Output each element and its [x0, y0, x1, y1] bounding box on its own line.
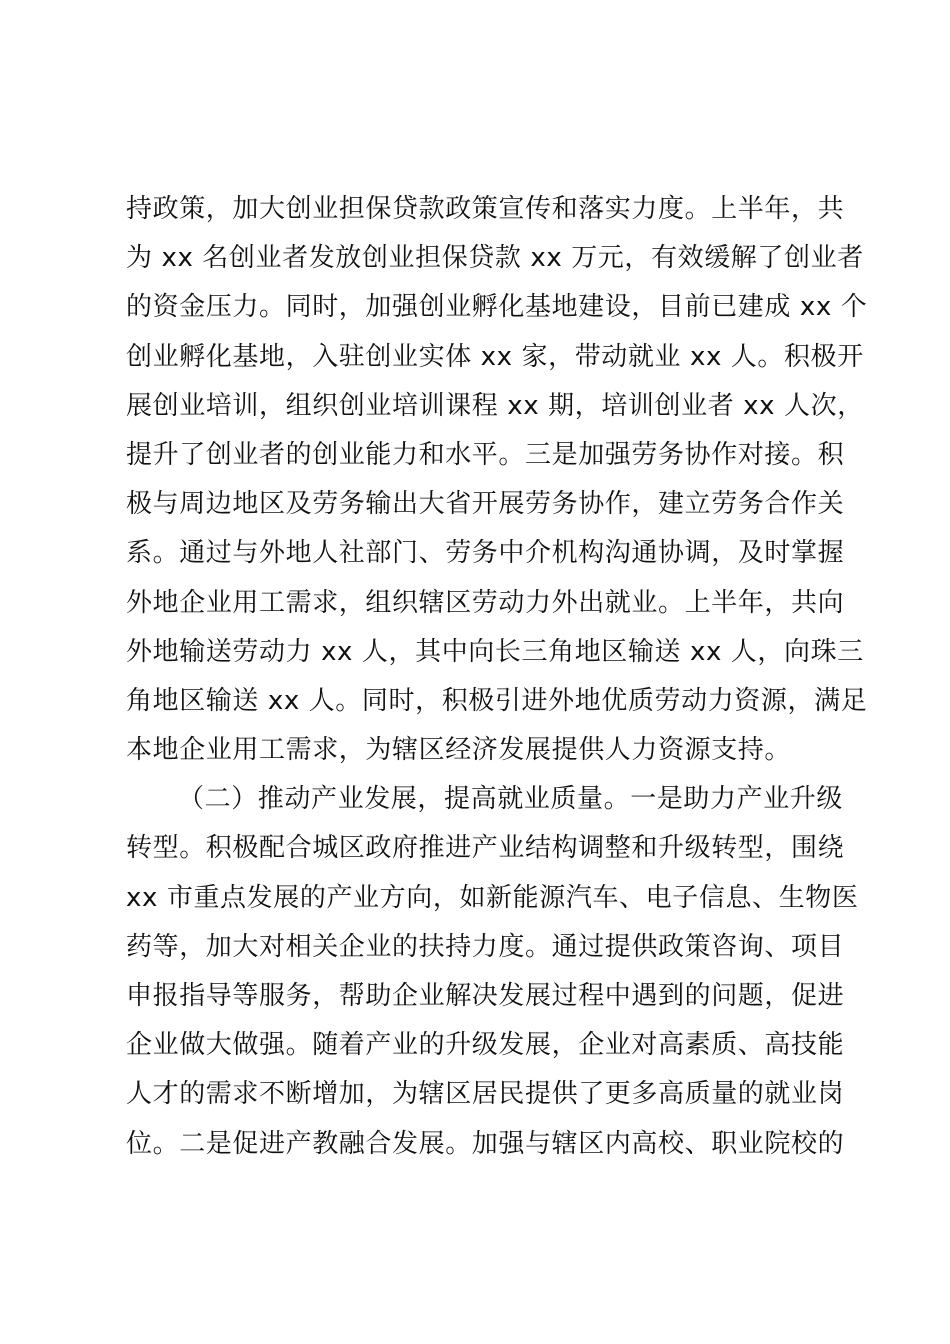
text-line: xx 市重点发展的产业方向，如新能源汽车、电子信息、生物医 [126, 882, 859, 913]
text-line: 企业做大做强。随着产业的升级发展，企业对高素质、高技能 [126, 1030, 845, 1061]
text-line: 创业孵化基地，入驻创业实体 xx 家，带动就业 xx 人。积极开 [126, 341, 864, 372]
text-line: 持政策，加大创业担保贷款政策宣传和落实力度。上半年，共 [126, 194, 845, 224]
body-text [126, 185, 868, 1169]
section-heading-line: （二）推动产业发展，提高就业质量。一是助力产业升级 [178, 784, 844, 815]
text-line: 提升了创业者的创业能力和水平。三是加强劳务协作对接。积 [126, 439, 845, 470]
text-line: 位。二是促进产教融合发展。加强与辖区内高校、职业院校的 [126, 1128, 845, 1159]
text-line: 申报指导等服务，帮助企业解决发展过程中遇到的问题，促进 [126, 981, 845, 1011]
text-line: 极与周边地区及劳务输出大省开展劳务协作，建立劳务合作关 [126, 489, 845, 520]
text-line: 角地区输送 xx 人。同时，积极引进外地优质劳动力资源，满足 [126, 685, 868, 716]
text-line: 转型。积极配合城区政府推进产业结构调整和升级转型，围绕 [126, 833, 845, 864]
text-line: 药等，加大对相关企业的扶持力度。通过提供政策咨询、项目 [126, 931, 845, 962]
text-line: 本地企业用工需求，为辖区经济发展提供人力资源支持。 [126, 735, 792, 766]
text-line: 为 xx 名创业者发放创业担保贷款 xx 万元，有效缓解了创业者 [126, 243, 864, 274]
text-line: 展创业培训，组织创业培训课程 xx 期，培训创业者 xx 人次， [126, 390, 864, 421]
text-line: 外地输送劳动力 xx 人，其中向长三角地区输送 xx 人，向珠三 [126, 636, 864, 667]
text-line: 人才的需求不断增加，为辖区居民提供了更多高质量的就业岗 [126, 1079, 845, 1110]
text-line: 外地企业用工需求，组织辖区劳动力外出就业。上半年，共向 [126, 587, 845, 618]
text-line: 的资金压力。同时，加强创业孵化基地建设，目前已建成 xx 个 [126, 292, 868, 323]
text-line: 系。通过与外地人社部门、劳务中介机构沟通协调，及时掌握 [126, 538, 845, 569]
